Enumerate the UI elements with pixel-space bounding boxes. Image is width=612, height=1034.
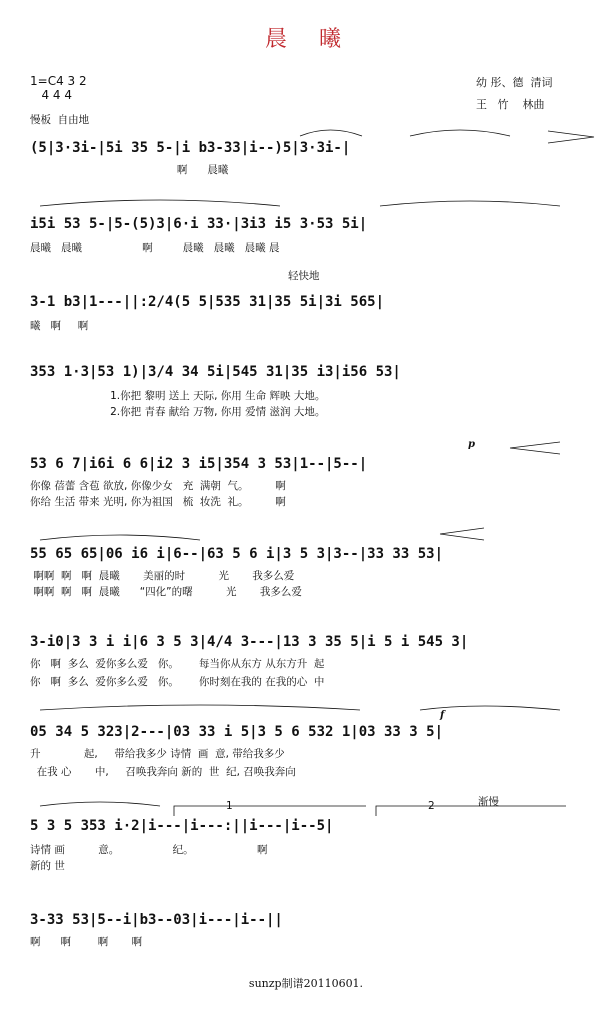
composer-credit: 王 竹 林曲 <box>476 98 545 111</box>
tempo-marking-intro: 慢板 自由地 <box>30 114 90 126</box>
lyric-line-4a: 1.你把 黎明 送上 天际, 你用 生命 辉映 大地。 <box>30 390 326 402</box>
tempo-marking-light: 轻快地 <box>288 270 320 282</box>
score-line-6: 55 65 65|06 i6 i|6--|63 5 6 i|3 5 3|3--|33 33 53| <box>30 546 444 562</box>
score-line-8: 05 34 5 323|2---|03 33 i 5|3 5 6 532 1|03 33 3 5| <box>30 724 444 740</box>
lyric-line-1a: 啊 晨曦 <box>30 164 229 176</box>
dynamic-p: p <box>468 439 475 450</box>
lyric-line-7a: 你 啊 多么 爱你多么爱 你。 每当你从东方 从东方升 起 <box>30 658 325 670</box>
slur-5 <box>40 535 200 540</box>
slur-3 <box>40 200 280 206</box>
lyric-line-6a: 啊啊 啊 啊 晨曦 美丽的时 光 我多么爱 <box>30 570 295 582</box>
score-line-3: 3-1 b3|1---||:2/4(5 5|535 31|35 5i|3i 565| <box>30 294 385 310</box>
volta-bracket-1 <box>174 806 366 816</box>
key-signature: 1=C4 3 2 4 4 4 <box>30 74 87 102</box>
score-line-5: 53 6 7|i6i 6 6|i2 3 i5|354 3 53|1--|5--| <box>30 456 368 472</box>
lyric-line-3a: 曦 啊 啊 <box>30 320 89 332</box>
slur-7 <box>420 706 560 710</box>
volta-1-label: 1 <box>226 800 233 812</box>
lyric-line-4b: 2.你把 青春 献给 万物, 你用 爱情 滋润 大地。 <box>30 406 326 418</box>
hairpin-crescendo-1 <box>510 442 560 454</box>
transcriber-credit: sunzp制谱20110601. <box>248 977 364 990</box>
lyric-line-9a: 诗情 画 意。 纪。 啊 <box>30 844 268 856</box>
score-line-10: 3-33 53|5--i|b3--03|i---|i--|| <box>30 912 283 928</box>
lyricist-credit: 幼 彤、德 清词 <box>476 76 553 89</box>
score-line-7: 3-i0|3 3 i i|6 3 5 3|4/4 3---|13 3 35 5|i 5 i 545 3| <box>30 634 469 650</box>
tempo-marking-slow: 渐慢 <box>478 796 499 808</box>
slur-2 <box>410 130 510 136</box>
volta-bracket-2 <box>376 806 566 816</box>
hairpin-decrescendo-1 <box>548 131 594 143</box>
slur-4 <box>380 201 560 206</box>
lyric-line-7b: 你 啊 多么 爱你多么爱 你。 你时刻在我的 在我的心 中 <box>30 676 325 688</box>
lyric-line-5b: 你给 生活 带来 光明, 你为祖国 梳 妆洗 礼。 啊 <box>30 496 286 508</box>
slur-6 <box>40 705 360 710</box>
lyric-line-2a: 晨曦 晨曦 啊 晨曦 晨曦 晨曦 晨 <box>30 242 280 254</box>
dynamic-f: f <box>440 710 445 721</box>
slur-8 <box>40 802 160 806</box>
lyric-line-8b: 在我 心 中, 召唤我奔向 新的 世 纪, 召唤我奔向 <box>30 766 296 778</box>
slur-1 <box>300 130 362 136</box>
score-line-4: 353 1·3|53 1)|3/4 34 5i|545 31|35 i3|i56 53| <box>30 364 401 380</box>
score-line-1: (5|3·3i-|5i 35 5-|i b3-33|i--)5|3·3i-| <box>30 140 351 156</box>
lyric-line-9b: 新的 世 <box>30 860 65 872</box>
score-line-9: 5 3 5 353 i·2|i---|i---:||i---|i--5| <box>30 818 334 834</box>
lyric-line-6b: 啊啊 啊 啊 晨曦 “四化”的曙 光 我多么爱 <box>30 586 302 598</box>
song-title: 晨 曦 <box>265 27 347 52</box>
volta-2-label: 2 <box>428 800 435 812</box>
lyric-line-10a: 啊 啊 啊 啊 <box>30 936 143 948</box>
hairpin-crescendo-2 <box>440 528 484 540</box>
lyric-line-8a: 升 起, 带给我多少 诗情 画 意, 带给我多少 <box>30 748 285 760</box>
score-line-2: i5i 53 5-|5-(5)3|6·i 33·|3i3 i5 3·53 5i| <box>30 216 368 232</box>
lyric-line-5a: 你像 蓓蕾 含苞 欲放, 你像少女 充 满朝 气。 啊 <box>30 480 286 492</box>
